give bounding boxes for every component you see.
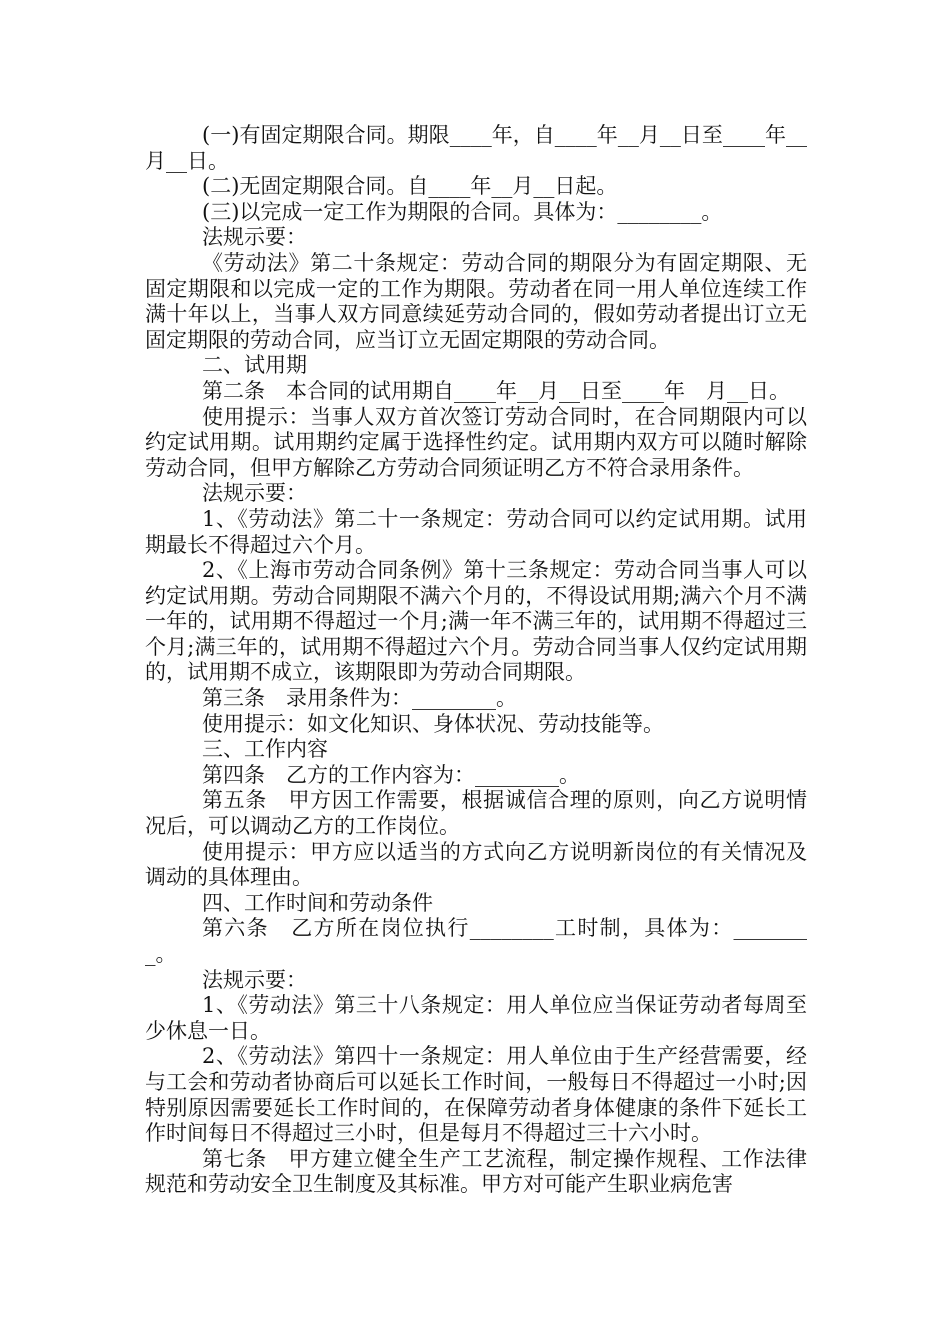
- document-body: [145, 123, 807, 1198]
- article-6: 第六条 乙方所在岗位执行________工时制，具体为：________。: [145, 916, 807, 966]
- term-task-based-contract: (三)以完成一定工作为期限的合同。具体为：________。: [202, 199, 723, 224]
- legal-note-heading: 法规示要：: [202, 481, 307, 506]
- usage-tip-transfer: 使用提示：甲方应以适当的方式向乙方说明新岗位的有关情况及调动的具体理由。: [145, 839, 807, 890]
- article-4: 第四条 乙方的工作内容为：________。: [202, 762, 580, 787]
- legal-note-heading: 法规示要：: [202, 967, 307, 992]
- usage-tip-probation: 使用提示：当事人双方首次签订劳动合同时，在合同期限内可以约定试用期。试用期约定属于选择性约定。试用期内双方可以随时解除劳动合同，但甲方解除乙方劳动合同须证明乙方不符合录用条件。: [145, 404, 807, 480]
- article-5: 第五条 甲方因工作需要，根据诚信合理的原则，向乙方说明情况后，可以调动乙方的工作岗位。: [145, 788, 807, 839]
- legal-note-article-20: 《劳动法》第二十条规定：劳动合同的期限分为有固定期限、无固定期限和以完成一定的工作为期限。劳动者在同一用人单位连续工作满十年以上，当事人双方同意续延劳动合同的，假如劳动者提出订立无固定期限的劳动合同，应当订立无固定期限的劳动合同。: [145, 250, 807, 352]
- section-heading-work-content: 三、工作内容: [202, 737, 328, 762]
- term-open-ended-contract: (二)无固定期限合同。自____年__月__日起。: [202, 174, 618, 199]
- legal-note-article-41: 2、《劳动法》第四十一条规定：用人单位由于生产经营需要，经与工会和劳动者协商后可以延长工作时间，一般每日不得超过一小时;因特别原因需要延长工作时间的，在保障劳动者身体健康的条件下延长工作时间每日不得超过三小时，但是每月不得超过三十六小时。: [145, 1044, 807, 1146]
- article-3: 第三条 录用条件为：________。: [202, 686, 517, 711]
- article-7: 第七条 甲方建立健全生产工艺流程，制定操作规程、工作法律规范和劳动安全卫生制度及其标准。甲方对可能产生职业病危害: [145, 1146, 807, 1197]
- article-2: 第二条 本合同的试用期自____年__月__日至____年 月__日。: [202, 378, 790, 403]
- legal-note-article-21: 1、《劳动法》第二十一条规定：劳动合同可以约定试用期。试用期最长不得超过六个月。: [145, 506, 807, 557]
- section-heading-probation: 二、试用期: [202, 353, 307, 378]
- usage-tip-hiring-conditions: 使用提示：如文化知识、身体状况、劳动技能等。: [202, 711, 664, 736]
- legal-note-article-38: 1、《劳动法》第三十八条规定：用人单位应当保证劳动者每周至少休息一日。: [145, 993, 807, 1043]
- legal-note-heading: 法规示要：: [202, 225, 307, 250]
- section-heading-working-hours: 四、工作时间和劳动条件: [202, 890, 433, 915]
- legal-note-shanghai-article-13: 2、《上海市劳动合同条例》第十三条规定：劳动合同当事人可以约定试用期。劳动合同期限不满六个月的，不得设试用期;满六个月不满一年的，试用期不得超过一个月;满一年不满三年的，试用期不得超过三个月;满三年的，试用期不得超过六个月。劳动合同当事人仅约定试用期的，试用期不成立，该期限即为劳动合同期限。: [145, 558, 807, 685]
- term-fixed-contract: (一)有固定期限合同。期限____年，自____年__月__日至____年__月__日。: [145, 123, 807, 173]
